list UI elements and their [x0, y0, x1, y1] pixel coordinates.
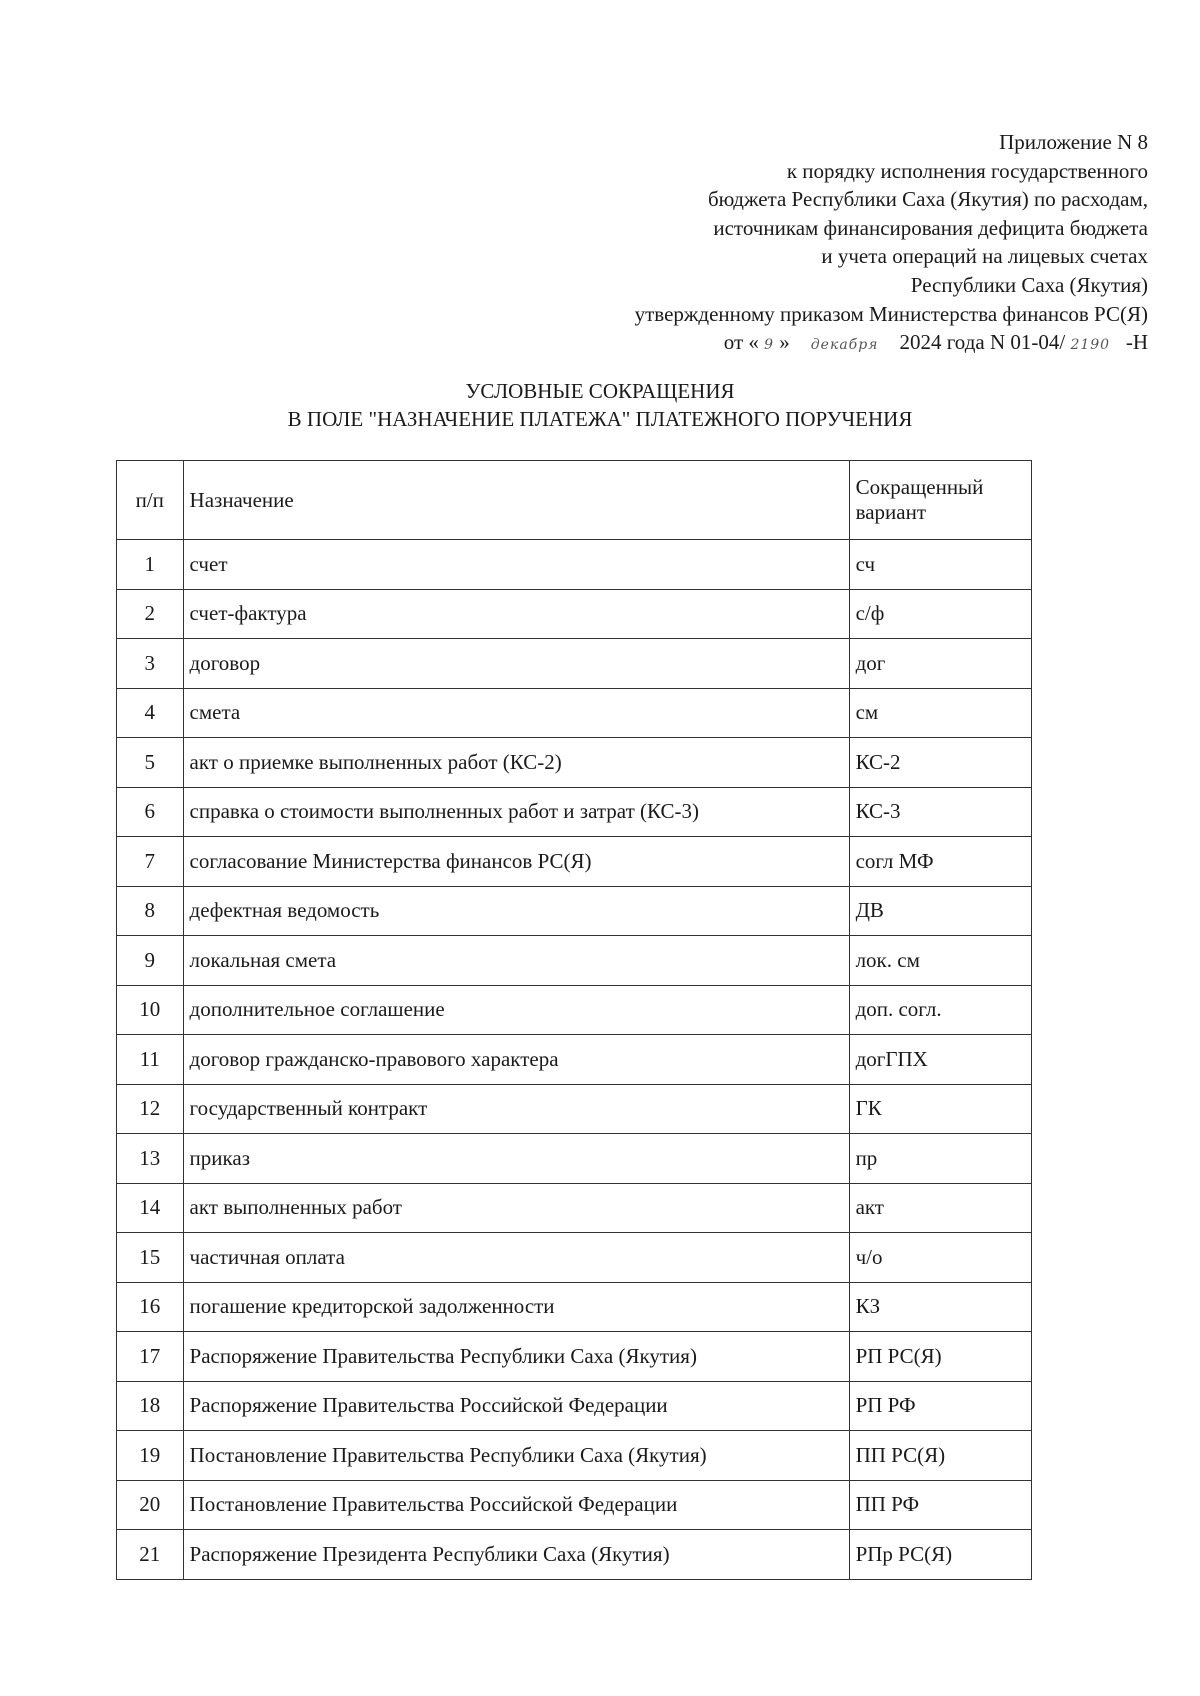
row-abbreviation: согл МФ — [849, 837, 1031, 887]
table-row — [117, 837, 1032, 887]
row-purpose: смета — [183, 688, 849, 738]
handwritten-day: 9 — [764, 337, 775, 354]
table-row — [117, 1183, 1032, 1233]
row-purpose: частичная оплата — [183, 1233, 849, 1283]
column-header-purpose: Назначение — [183, 461, 849, 540]
row-number: 1 — [117, 540, 184, 590]
row-abbreviation: лок. см — [849, 936, 1031, 986]
table-row — [117, 738, 1032, 788]
handwritten-order-number: 2190 — [1070, 337, 1111, 354]
row-abbreviation: доп. согл. — [849, 985, 1031, 1035]
table-row — [117, 985, 1032, 1035]
row-purpose: погашение кредиторской задолженности — [183, 1282, 849, 1332]
row-number: 12 — [117, 1084, 184, 1134]
header-line: бюджета Республики Саха (Якутия) по расходам, — [708, 187, 1148, 212]
table-row — [117, 1035, 1032, 1085]
row-number: 3 — [117, 639, 184, 689]
row-purpose: счет — [183, 540, 849, 590]
row-purpose: справка о стоимости выполненных работ и затрат (КС-3) — [183, 787, 849, 837]
date-quote-close: » — [779, 330, 790, 355]
row-number: 18 — [117, 1381, 184, 1431]
row-purpose: Постановление Правительства Российской Федерации — [183, 1480, 849, 1530]
table-row — [117, 1084, 1032, 1134]
date-year-text: 2024 года N 01-04/ — [899, 330, 1066, 355]
row-abbreviation: с/ф — [849, 589, 1031, 639]
row-purpose: акт выполненных работ — [183, 1183, 849, 1233]
date-prefix: от « — [723, 330, 759, 355]
row-abbreviation: ч/о — [849, 1233, 1031, 1283]
title-line-1: УСЛОВНЫЕ СОКРАЩЕНИЯ — [465, 379, 735, 403]
table-row — [117, 1332, 1032, 1382]
table-row — [117, 1381, 1032, 1431]
row-abbreviation: КС-2 — [849, 738, 1031, 788]
header-line: утвержденному приказом Министерства финансов РС(Я) — [634, 301, 1148, 326]
row-purpose: счет-фактура — [183, 589, 849, 639]
table-row — [117, 1530, 1032, 1580]
order-suffix: -Н — [1125, 330, 1148, 355]
header-line: Приложение N 8 — [999, 130, 1148, 154]
row-abbreviation: ПП РС(Я) — [849, 1431, 1031, 1481]
row-abbreviation: ДВ — [849, 886, 1031, 936]
row-number: 11 — [117, 1035, 184, 1085]
row-number: 10 — [117, 985, 184, 1035]
row-number: 13 — [117, 1134, 184, 1184]
row-abbreviation: акт — [849, 1183, 1031, 1233]
row-abbreviation: ГК — [849, 1084, 1031, 1134]
row-purpose: Постановление Правительства Республики Саха (Якутия) — [183, 1431, 849, 1481]
appendix-header — [635, 128, 1148, 360]
row-number: 14 — [117, 1183, 184, 1233]
row-abbreviation: пр — [849, 1134, 1031, 1184]
order-date-line — [635, 328, 1148, 360]
row-number: 9 — [117, 936, 184, 986]
table-row — [117, 540, 1032, 590]
row-number: 20 — [117, 1480, 184, 1530]
table-header-row — [117, 461, 1032, 540]
row-number: 19 — [117, 1431, 184, 1481]
row-purpose: акт о приемке выполненных работ (КС-2) — [183, 738, 849, 788]
row-abbreviation: РП РС(Я) — [849, 1332, 1031, 1382]
table-row — [117, 688, 1032, 738]
table-row — [117, 1134, 1032, 1184]
row-purpose: согласование Министерства финансов РС(Я) — [183, 837, 849, 887]
handwritten-month: декабря — [810, 337, 879, 354]
row-abbreviation: КС-3 — [849, 787, 1031, 837]
row-purpose: приказ — [183, 1134, 849, 1184]
header-line: источникам финансирования дефицита бюджета — [713, 215, 1148, 240]
row-number: 4 — [117, 688, 184, 738]
row-purpose: Распоряжение Президента Республики Саха (Якутия) — [183, 1530, 849, 1580]
table-row — [117, 639, 1032, 689]
table-row — [117, 1480, 1032, 1530]
row-abbreviation: дог — [849, 639, 1031, 689]
row-abbreviation: КЗ — [849, 1282, 1031, 1332]
table-body — [117, 540, 1032, 1580]
table-row — [117, 886, 1032, 936]
row-purpose: локальная смета — [183, 936, 849, 986]
row-number: 7 — [117, 837, 184, 887]
header-line: к порядку исполнения государственного — [786, 158, 1148, 183]
table-row — [117, 1431, 1032, 1481]
row-purpose: государственный контракт — [183, 1084, 849, 1134]
row-purpose: Распоряжение Правительства Российской Федерации — [183, 1381, 849, 1431]
row-number: 16 — [117, 1282, 184, 1332]
column-header-number: п/п — [117, 461, 184, 540]
title-line-2: В ПОЛЕ "НАЗНАЧЕНИЕ ПЛАТЕЖА" ПЛАТЕЖНОГО ПОРУЧЕНИЯ — [287, 407, 913, 431]
row-number: 17 — [117, 1332, 184, 1382]
row-abbreviation: догГПХ — [849, 1035, 1031, 1085]
row-abbreviation: РП РФ — [849, 1381, 1031, 1431]
header-line: и учета операций на лицевых счетах — [821, 244, 1148, 269]
row-number: 15 — [117, 1233, 184, 1283]
table-row — [117, 589, 1032, 639]
row-abbreviation: см — [849, 688, 1031, 738]
header-line: Республики Саха (Якутия) — [910, 272, 1148, 297]
row-abbreviation: ПП РФ — [849, 1480, 1031, 1530]
table-row — [117, 1282, 1032, 1332]
row-number: 2 — [117, 589, 184, 639]
document-title — [0, 377, 1200, 433]
row-number: 8 — [117, 886, 184, 936]
table-row — [117, 1233, 1032, 1283]
row-purpose: договор гражданско-правового характера — [183, 1035, 849, 1085]
row-number: 21 — [117, 1530, 184, 1580]
row-number: 5 — [117, 738, 184, 788]
table-row — [117, 787, 1032, 837]
row-purpose: дефектная ведомость — [183, 886, 849, 936]
row-purpose: дополнительное соглашение — [183, 985, 849, 1035]
row-abbreviation: РПр РС(Я) — [849, 1530, 1031, 1580]
row-purpose: Распоряжение Правительства Республики Саха (Якутия) — [183, 1332, 849, 1382]
row-abbreviation: сч — [849, 540, 1031, 590]
column-header-abbreviation: Сокращенный вариант — [849, 461, 1031, 540]
abbreviations-table — [116, 460, 1032, 1580]
table-row — [117, 936, 1032, 986]
row-number: 6 — [117, 787, 184, 837]
row-purpose: договор — [183, 639, 849, 689]
